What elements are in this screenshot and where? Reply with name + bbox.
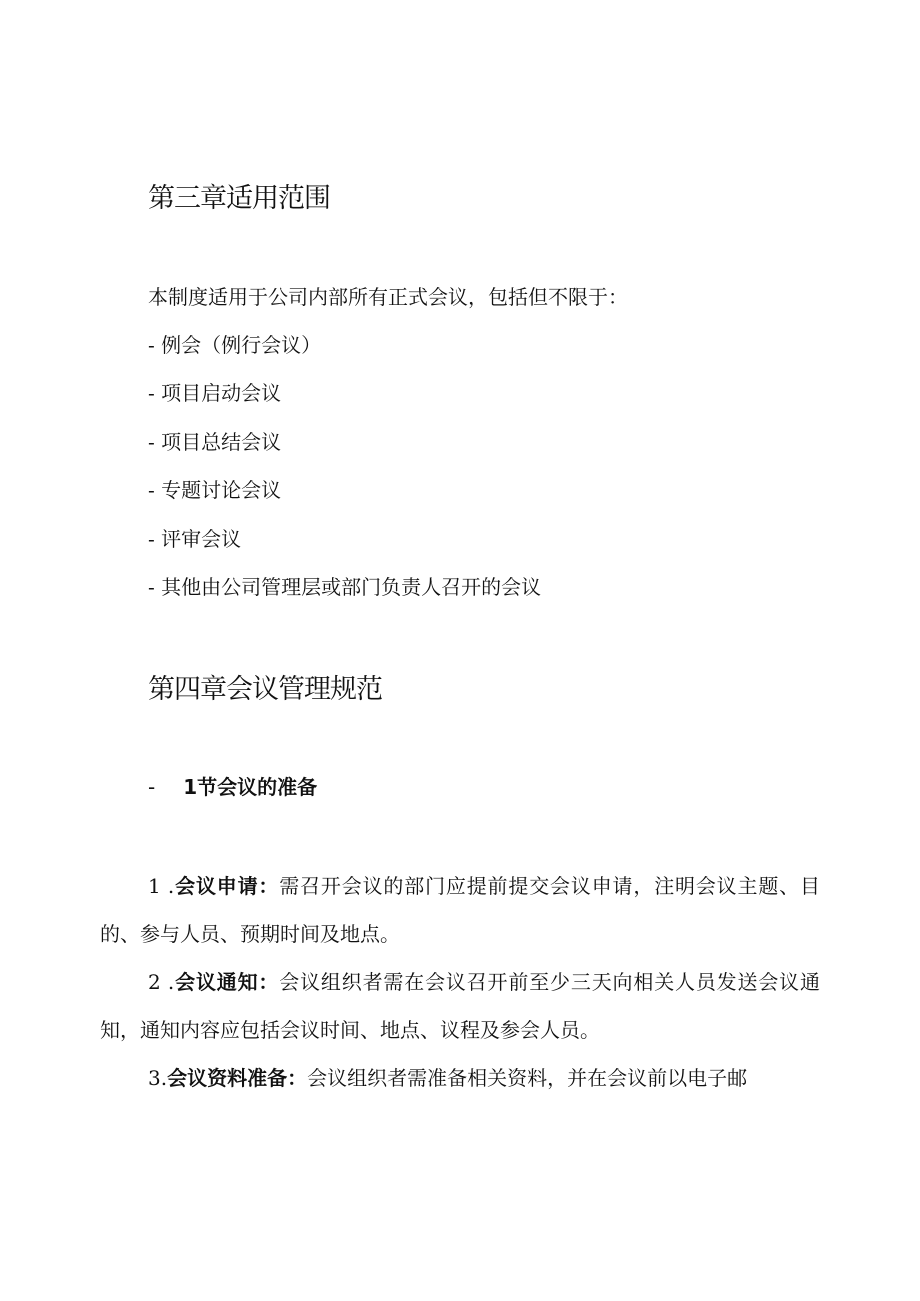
paragraph-text: 会议组织者需在会议召开前至少三天向相关人员发送会议通知，通知内容应包括会议时间、地点、议程及参会人员。 <box>100 970 821 1042</box>
paragraph-label: 会议通知： <box>174 970 280 994</box>
list-item: - 其他由公司管理层或部门负责人召开的会议 <box>148 575 542 599</box>
paragraph-meeting-notice <box>100 958 820 1054</box>
paragraph-text: 需召开会议的部门应提前提交会议申请，注明会议主题、目的、参与人员、预期时间及地点。 <box>100 874 821 946</box>
chapter-3-intro: 本制度适用于公司内部所有正式会议，包括但不限于： <box>148 285 628 309</box>
section-label: 1节会议的准备 <box>183 775 318 799</box>
paragraph-text: 会议组织者需准备相关资料，并在会议前以电子邮 <box>307 1066 748 1090</box>
chapter-3-title: 第三章适用范围 <box>148 183 330 214</box>
section-heading <box>148 773 317 801</box>
list-item: - 项目启动会议 <box>148 381 282 405</box>
paragraph-meeting-materials <box>100 1054 820 1102</box>
list-item: - 例会（例行会议） <box>148 333 322 357</box>
paragraph-number: 3. <box>148 1066 168 1090</box>
list-item: - 评审会议 <box>148 527 242 551</box>
section-dash: - <box>148 775 156 799</box>
list-item: - 专题讨论会议 <box>148 478 282 502</box>
paragraph-label: 会议申请： <box>174 874 280 898</box>
paragraph-number: 1 . <box>148 874 175 898</box>
chapter-4-title: 第四章会议管理规范 <box>148 674 382 705</box>
paragraph-meeting-application <box>100 862 820 958</box>
paragraph-number: 2 . <box>148 970 175 994</box>
list-item: - 项目总结会议 <box>148 430 282 454</box>
paragraph-label: 会议资料准备： <box>167 1066 308 1090</box>
